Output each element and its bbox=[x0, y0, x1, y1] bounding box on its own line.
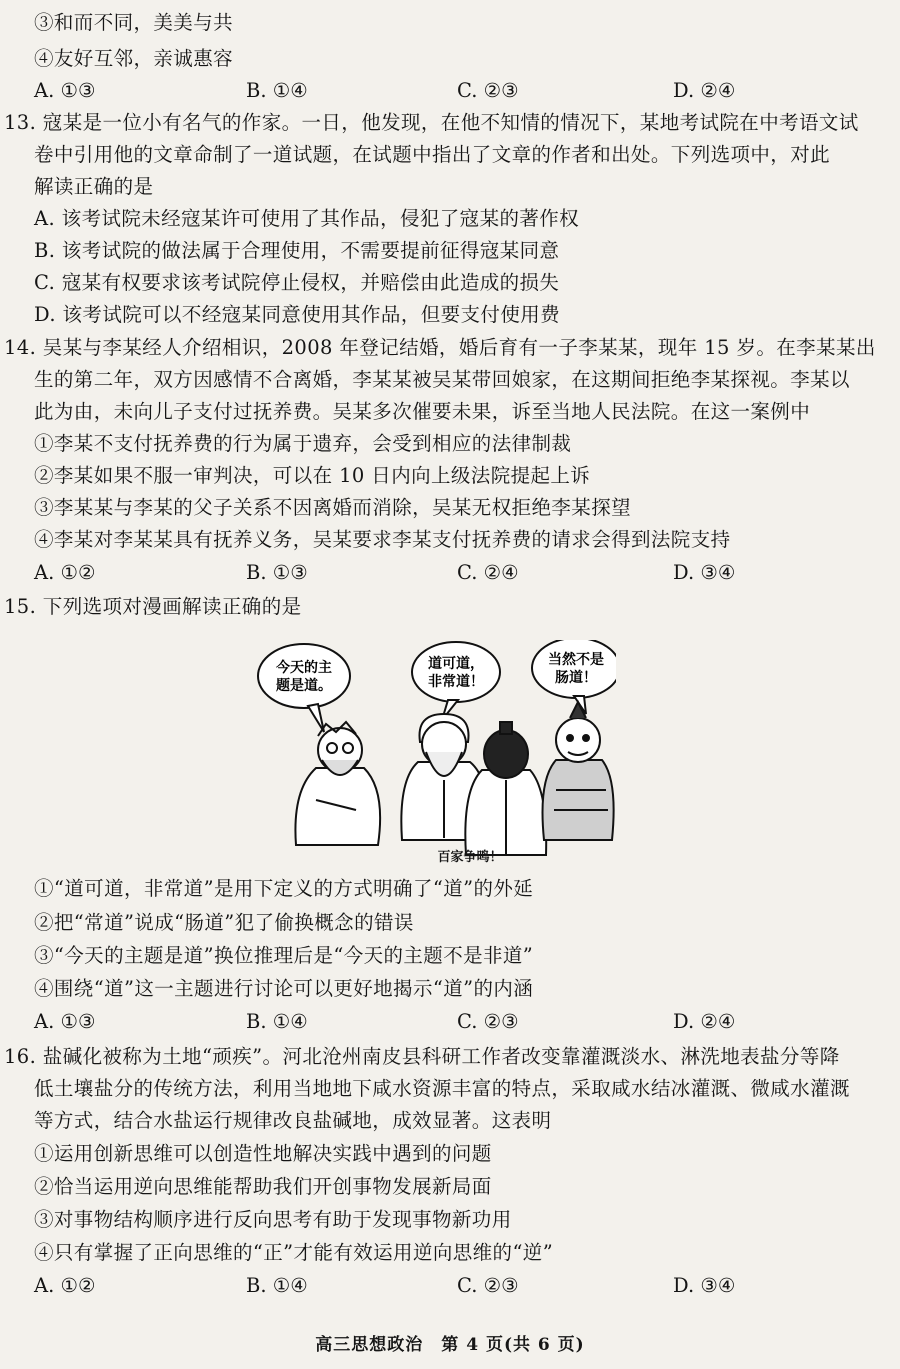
q16-option-d: D. ③④ bbox=[673, 1274, 736, 1297]
q15-item-4: ④围绕“道”这一主题进行讨论可以更好地揭示“道”的内涵 bbox=[34, 977, 534, 1000]
q16-item-2: ②恰当运用逆向思维能帮助我们开创事物发展新局面 bbox=[34, 1175, 492, 1198]
q15-option-a: A. ①③ bbox=[34, 1010, 96, 1033]
q16-stem-line-3: 等方式，结合水盐运行规律改良盐碱地，成效显著。这表明 bbox=[34, 1109, 552, 1132]
bubble-1-line-1: 今天的主 bbox=[276, 660, 332, 676]
q15-stem: 15. 下列选项对漫画解读正确的是 bbox=[4, 595, 302, 618]
q12-option-a: A. ①③ bbox=[34, 79, 96, 102]
q13-choice-a: A. 该考试院未经寇某许可使用了其作品，侵犯了寇某的著作权 bbox=[34, 207, 580, 230]
figure-scholar-back bbox=[465, 722, 546, 855]
q12-option-b: B. ①④ bbox=[246, 79, 308, 102]
q16-item-4: ④只有掌握了正向思维的“正”才能有效运用逆向思维的“逆” bbox=[34, 1241, 554, 1264]
speech-bubble-3 bbox=[532, 640, 616, 714]
q14-item-3: ③李某某与李某的父子关系不因离婚而消除，吴某无权拒绝李某探望 bbox=[34, 496, 632, 519]
q14-option-b: B. ①③ bbox=[246, 561, 308, 584]
q14-stem-line-2: 生的第二年，双方因感情不合离婚，李某某被吴某带回娘家，在这期间拒绝李某探视。李某以 bbox=[34, 368, 850, 391]
q14-item-2: ②李某如果不服一审判决，可以在 10 日内向上级法院提起上诉 bbox=[34, 464, 591, 487]
cartoon-image bbox=[256, 640, 616, 870]
bubble-1-line-2: 题是道。 bbox=[276, 678, 332, 694]
q16-option-c: C. ②③ bbox=[457, 1274, 519, 1297]
q14-options bbox=[0, 560, 900, 586]
bubble-3-line-1: 当然不是 bbox=[548, 652, 604, 668]
q16-options bbox=[0, 1273, 900, 1299]
q13-choice-d: D. 该考试院可以不经寇某同意使用其作品，但要支付使用费 bbox=[34, 303, 561, 326]
q13-stem-line-3: 解读正确的是 bbox=[34, 175, 154, 198]
q15-option-b: B. ①④ bbox=[246, 1010, 308, 1033]
q16-option-b: B. ①④ bbox=[246, 1274, 308, 1297]
q16-stem-line-1: 16. 盐碱化被称为土地“顽疾”。河北沧州南皮县科研工作者改变靠灌溉淡水、淋洗地表盐分等降 bbox=[4, 1045, 840, 1068]
q15-options bbox=[0, 1009, 900, 1035]
bubble-3-line-2: 肠道！ bbox=[555, 670, 597, 686]
q16-item-3: ③对事物结构顺序进行反向思考有助于发现事物新功用 bbox=[34, 1208, 512, 1231]
q14-stem-line-1: 14. 吴某与李某经人介绍相识，2008 年登记结婚，婚后育有一子李某某，现年 15 岁。在李某某出 bbox=[4, 336, 876, 359]
q15-item-3: ③“今天的主题是道”换位推理后是“今天的主题不是非道” bbox=[34, 944, 534, 967]
bubble-2-line-1: 道可道， bbox=[428, 656, 484, 672]
bubble-2-line-2: 非常道！ bbox=[428, 674, 484, 690]
q15-item-2: ②把“常道”说成“肠道”犯了偷换概念的错误 bbox=[34, 911, 414, 934]
q14-option-c: C. ②④ bbox=[457, 561, 519, 584]
q12-option-d: D. ②④ bbox=[673, 79, 736, 102]
q13-choice-b: B. 该考试院的做法属于合理使用，不需要提前征得寇某同意 bbox=[34, 239, 560, 262]
q13-stem-line-2: 卷中引用他的文章命制了一道试题，在试题中指出了文章的作者和出处。下列选项中，对此 bbox=[34, 143, 831, 166]
figure-warrior-right bbox=[543, 702, 614, 840]
q15-item-1: ①“道可道，非常道”是用下定义的方式明确了“道”的外延 bbox=[34, 877, 534, 900]
q16-item-1: ①运用创新思维可以创造性地解决实践中遇到的问题 bbox=[34, 1142, 492, 1165]
q14-item-1: ①李某不支付抚养费的行为属于遗弃，会受到相应的法律制裁 bbox=[34, 432, 572, 455]
q13-stem-line-1: 13. 寇某是一位小有名气的作家。一日，他发现，在他不知情的情况下，某地考试院在中考语文试 bbox=[4, 111, 859, 134]
cartoon-caption: 百家争鸣！ bbox=[437, 850, 503, 865]
page-footer: 高三思想政治 第 4 页(共 6 页) bbox=[315, 1335, 585, 1355]
q13-choice-c: C. 寇某有权要求该考试院停止侵权，并赔偿由此造成的损失 bbox=[34, 271, 560, 294]
q12-item-4: ④友好互邻，亲诚惠容 bbox=[34, 47, 234, 70]
q14-option-a: A. ①② bbox=[34, 561, 96, 584]
q14-item-4: ④李某对李某某具有抚养义务，吴某要求李某支付抚养费的请求会得到法院支持 bbox=[34, 528, 731, 551]
q16-option-a: A. ①② bbox=[34, 1274, 96, 1297]
q15-option-d: D. ②④ bbox=[673, 1010, 736, 1033]
q14-stem-line-3: 此为由，未向儿子支付过抚养费。吴某多次催要未果，诉至当地人民法院。在这一案例中 bbox=[34, 400, 811, 423]
q12-options bbox=[0, 78, 900, 104]
speech-bubble-2 bbox=[412, 642, 500, 720]
q12-item-3: ③和而不同，美美与共 bbox=[34, 11, 234, 34]
q16-stem-line-2: 低土壤盐分的传统方法，利用当地地下咸水资源丰富的特点，采取咸水结冰灌溉、微咸水灌溉 bbox=[34, 1077, 850, 1100]
q15-option-c: C. ②③ bbox=[457, 1010, 519, 1033]
q14-option-d: D. ③④ bbox=[673, 561, 736, 584]
figure-sage-left bbox=[295, 722, 380, 845]
q12-option-c: C. ②③ bbox=[457, 79, 519, 102]
speech-bubble-1 bbox=[258, 644, 350, 732]
